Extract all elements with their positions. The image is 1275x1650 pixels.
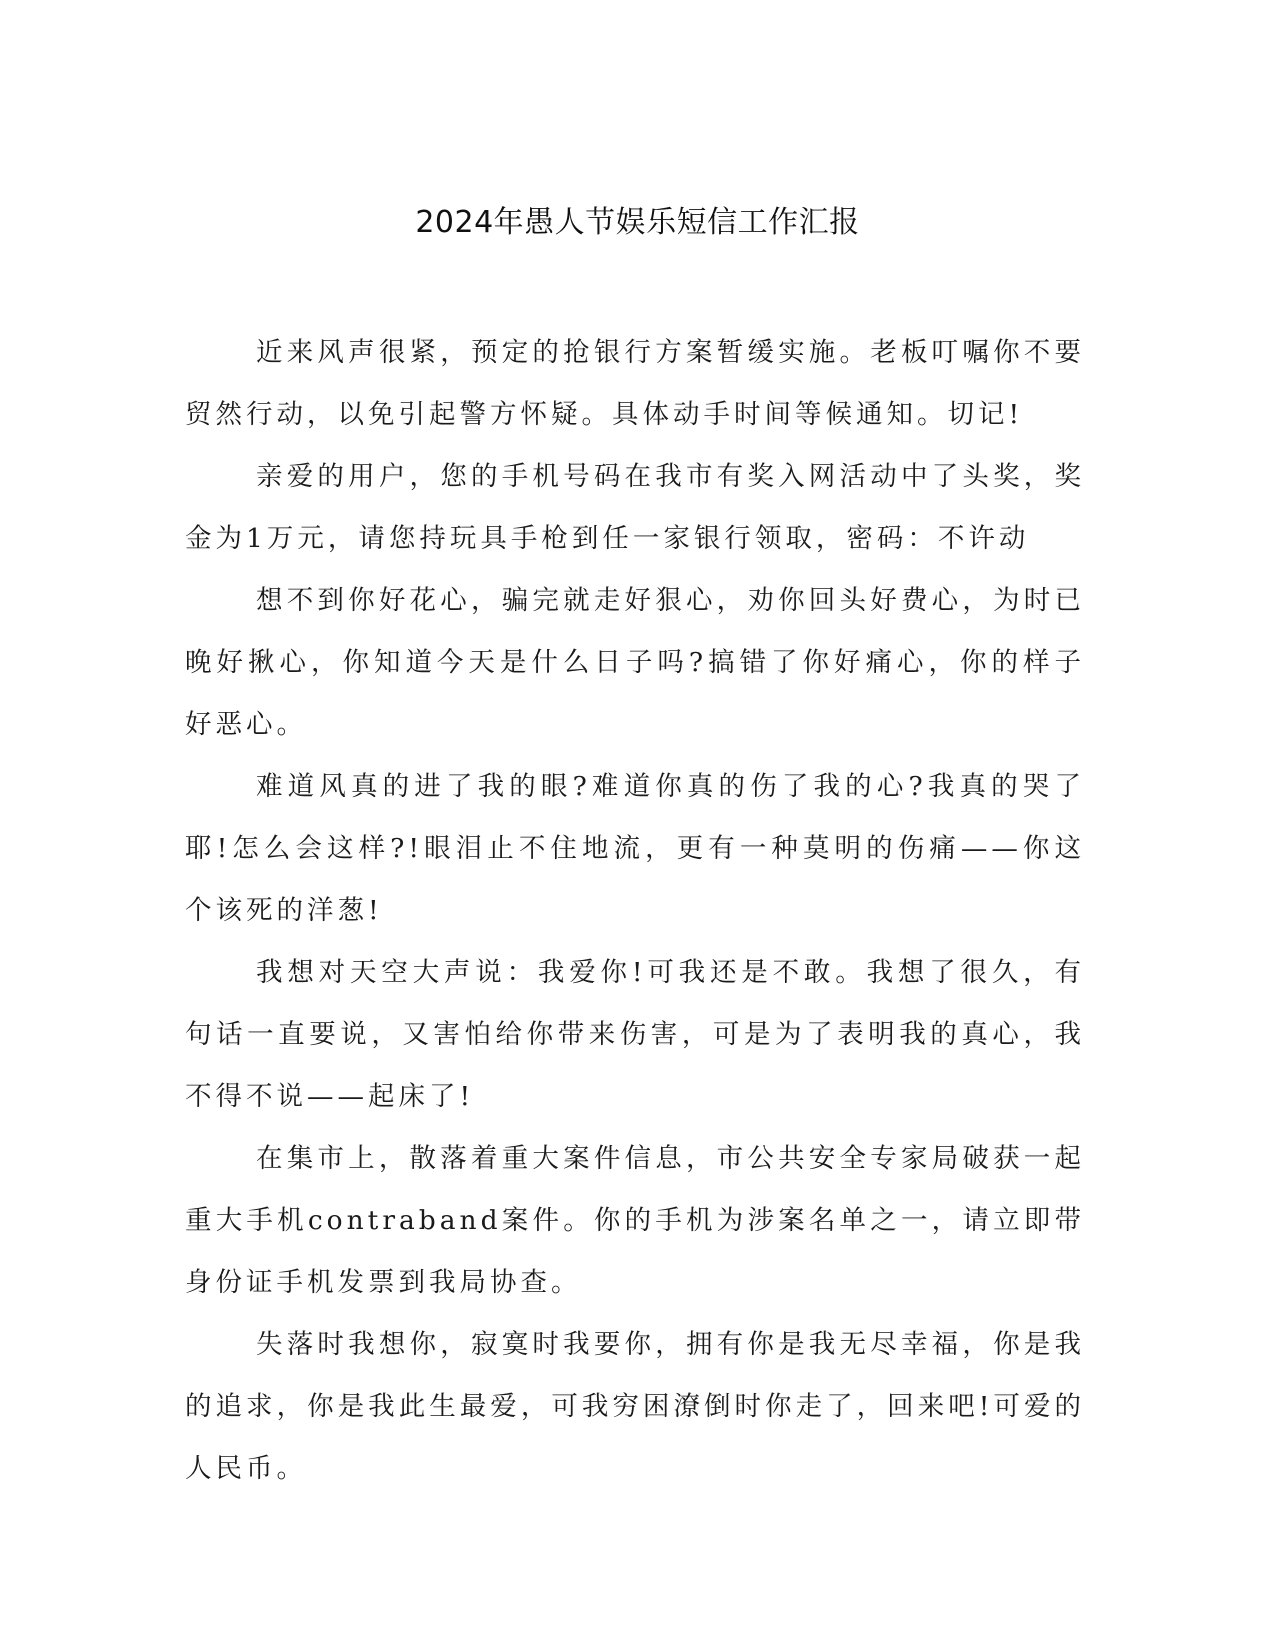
document-body — [185, 322, 1085, 1500]
paragraph-3: 想不到你好花心，骗完就走好狠心，劝你回头好费心，为时已晚好揪心，你知道今天是什么日子吗?搞错了你好痛心，你的样子好恶心。 — [185, 585, 1085, 740]
paragraph-1: 近来风声很紧，预定的抢银行方案暂缓实施。老板叮嘱你不要贸然行动，以免引起警方怀疑。具体动手时间等候通知。切记! — [185, 337, 1085, 430]
paragraph-4: 难道风真的进了我的眼?难道你真的伤了我的心?我真的哭了耶!怎么会这样?!眼泪止不住地流，更有一种莫明的伤痛——你这个该死的洋葱! — [185, 771, 1085, 926]
paragraph-5: 我想对天空大声说：我爱你!可我还是不敢。我想了很久，有句话一直要说，又害怕给你带来伤害，可是为了表明我的真心，我不得不说——起床了! — [185, 957, 1085, 1112]
paragraph-7: 失落时我想你，寂寞时我要你，拥有你是我无尽幸福，你是我的追求，你是我此生最爱，可我穷困潦倒时你走了，回来吧!可爱的人民币。 — [185, 1329, 1085, 1484]
document-title: 2024年愚人节娱乐短信工作汇报 — [415, 205, 860, 240]
paragraph-2: 亲爱的用户，您的手机号码在我市有奖入网活动中了头奖，奖金为1万元，请您持玩具手枪到任一家银行领取，密码：不许动 — [185, 461, 1085, 554]
paragraph-6: 在集市上，散落着重大案件信息，市公共安全专家局破获一起重大手机contraband案件。你的手机为涉案名单之一，请立即带身份证手机发票到我局协查。 — [185, 1143, 1085, 1298]
